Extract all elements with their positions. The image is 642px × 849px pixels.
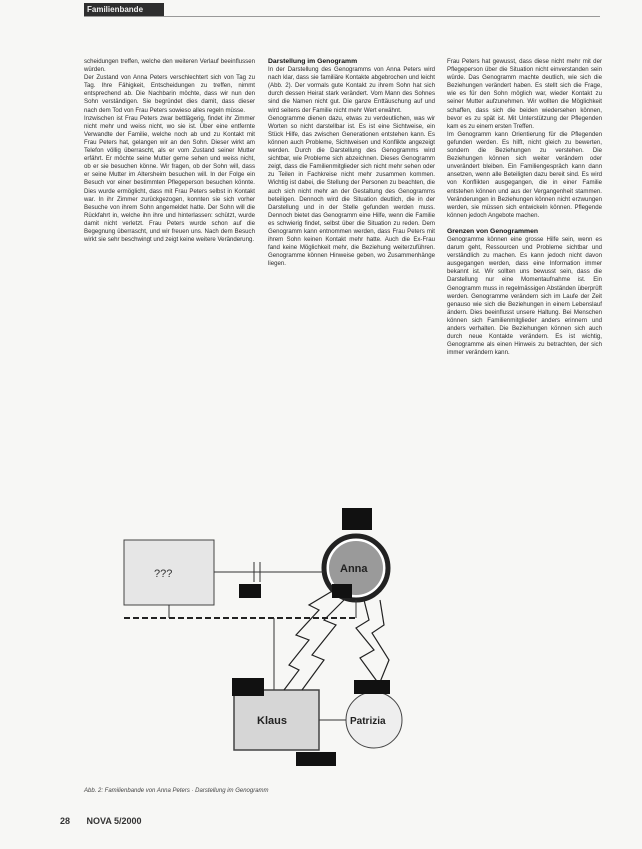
conflict-zigzag xyxy=(284,590,334,690)
paragraph: Der Zustand von Anna Peters verschlechtert sich von Tag zu Tag. Ihre Fähigkeit, Entscheidungen zu treffen, nimmt entsprechend ab. Die Nachbarin möchte, dass wir nun den Sohn verständigen. Sie begründet dies damit, dass dieser nach dem Tod von Frau Peters sowieso alles regeln müsse. xyxy=(84,74,255,114)
anna-label: Anna xyxy=(340,563,368,575)
section-heading: Grenzen von Genogrammen xyxy=(447,227,539,235)
klaus-label: Klaus xyxy=(257,715,287,727)
paragraph: Im Genogramm kann Orientierung für die Pflegenden gefunden werden. Es hilft, nicht gleich zu bewerten, sondern die Beziehungen zu verstehen. Die Beziehungen können sich weiter verändern oder unverändert bleiben. Ein Familiengespräch kann dann ansetzen, wenn alle Beteiligten dazu bereit sind. Es wird von Konflikten ausgegangen, die in einer Familie entstehen können und aus der Vergangenheit stammen. Veränderungen in Beziehungen können nicht erzwungen werden, sie müssen sich entwickeln können. Pflegende können jedoch Angebote machen. xyxy=(447,130,602,219)
paragraph: Genogramme dienen dazu, etwas zu verdeutlichen, was wir Worten so nicht darstellbar ist. Es ist eine Sichtweise, ein Stück Hilfe, das zwischen Generationen entstehen kann. Es können auch Probleme, Sichtweisen und Konflikte angezeigt werden. Durch die Darstellung des Genogramms wird sichtbar, wie Probleme sich abzeichnen. Dieses Genogramm zeigt, dass die Familienmitglieder sich nicht mehr sehen oder zu Teilen in Fachkreise nicht mehr zusammen kommen. Wichtig ist dabei, die Stellung der Personen zu beachten, die auch sich nicht mehr an der Gestaltung des Genogramms beteiligen. Dennoch wird die Situation deutlich, die in der Darstellung und in der Stelle gefunden werden muss. Dennoch bietet das Genogramm eine Hilfe, wenn die Familie es schwierig findet, selbst über die Situation zu reden. Dem Genogramm kann entnommen werden, dass Frau Peters mit ihrem Sohn keinen Kontakt mehr hatte. Auch die Ex-Frau fand keine Möglichkeit mehr, die Beziehung weiterzuführen. Genogramme können Hinweise geben, wo Zusammenhänge liegen. xyxy=(268,114,435,268)
paragraph: scheidungen treffen, welche den weiteren Verlauf beeinflussen würden. xyxy=(84,58,255,74)
magazine-name: NOVA 5/2000 xyxy=(86,816,142,826)
section-heading: Darstellung im Genogramm xyxy=(268,58,358,65)
conflict-zigzag xyxy=(356,600,376,690)
annotation-block xyxy=(342,508,372,530)
paragraph: Inzwischen ist Frau Peters zwar bettlägerig, findet ihr Zimmer nicht mehr und weiss nicht, wo sie ist. Über eine entfernte Verwandte der Familie, welche noch ab und zu Kontakt mit Frau Peters hat, gelangen wir an den Sohn. Dieser wirkt am Telefon völlig überrascht, als er vom Zustand seiner Mutter erfährt. Er möchte seine Mutter gerne sehen und weiss nicht, ob er sie besuchen könne. Wir fragen, ob der Sohn will, dass er seine Mutter im Altersheim besuchen will. In der Folge ein Besuch vor einer bestimmten Pflegeperson besuchen könnte. Dies wurde ermöglicht, dass mit Frau Peters selbst in Kontakt war. In ihr Zimmer zurückgezogen, konnten sie sich vorher Besuche von ihrem Sohn angemeldet hatte. Der Sohn will die Rückfahrt in, welche ihn ihre und hinterlassen: schützt, wurde damit nicht verletzt. Frau Peters wurde schon auf die Begegnung überrascht, und wir freuen uns. Nach dem Besuch wirkt sie sehr beschwingt und zeigt keine weitere Veränderung. xyxy=(84,114,255,244)
annotation-block xyxy=(354,680,390,694)
patrizia-label: Patrizia xyxy=(350,716,386,727)
paragraph: Frau Peters hat gewusst, dass diese nicht mehr mit der Pflegeperson über die Situation nicht einverstanden sein würde. Das Genogramm machte deutlich, wie sich die Beziehungen verändert haben. Es stellt sich die Frage, wie es für den Sohn möglich war, wieder Kontakt zu seiner Mutter aufzunehmen. Wir wollten die Möglichkeit schaffen, dass sich die beiden wiedersehen können, bevor es zu spät ist. Mit Unterstützung der Pflegenden kam es zu einem ersten Treffen. xyxy=(447,58,602,130)
section-label: Familienbande xyxy=(84,3,164,16)
text-column-1 xyxy=(84,58,255,490)
conflict-zigzag xyxy=(302,598,346,690)
unknown-person-label: ??? xyxy=(154,568,173,580)
header-rule xyxy=(84,16,600,17)
annotation-block xyxy=(239,584,261,598)
paragraph: Genogramme können eine grosse Hilfe sein, wenn es darum geht, Ressourcen und Probleme sichtbar und verständlich zu machen. Es kann jedoch nicht davon ausgegangen werden, dass eine Information immer bekannt ist. Wir sollten uns bewusst sein, dass die Darstellung nur eine Momentaufnahme ist. Ein Genogramm muss in regelmässigen Abständen überprüft werden. Genogramme verändern sich im Laufe der Zeit genauso wie sich die Beziehungen in einem Lebenslauf ändern. Dies beeinflusst unsere Haltung. Bei Menschen können sich Familienmitglieder anders erinnern und anders verhalten. Die Beziehungen können sich auch durch neue Kontakte verändern. Es ist wichtig, Genogramme als einen Hinweis zu betrachten, der sich immer verändern kann. xyxy=(447,235,602,357)
annotation-block xyxy=(332,584,352,598)
annotation-block xyxy=(296,752,336,766)
paragraph: In der Darstellung des Genogramms von Anna Peters wird nach klar, dass sie familiäre Kontakte abgebrochen und leicht (Abb. 2). Der vormals gute Kontakt zu ihrem Sohn hat sich durch dessen Heirat stark verändert. Vom Mann des Sohnes sind die Namen nicht gut. Die ganze Enttäuschung auf und wird seitens der Familie nicht mehr Wert erwähnt. xyxy=(268,66,435,114)
annotation-block xyxy=(232,678,264,696)
page-number: 28 xyxy=(60,816,71,826)
figure-caption: Abb. 2: Familienbande von Anna Peters · Darstellung im Genogramm xyxy=(84,788,269,794)
text-column-3 xyxy=(447,58,602,786)
page-footer xyxy=(60,816,142,826)
genogram-diagram xyxy=(84,500,434,784)
text-column-2 xyxy=(268,58,435,490)
